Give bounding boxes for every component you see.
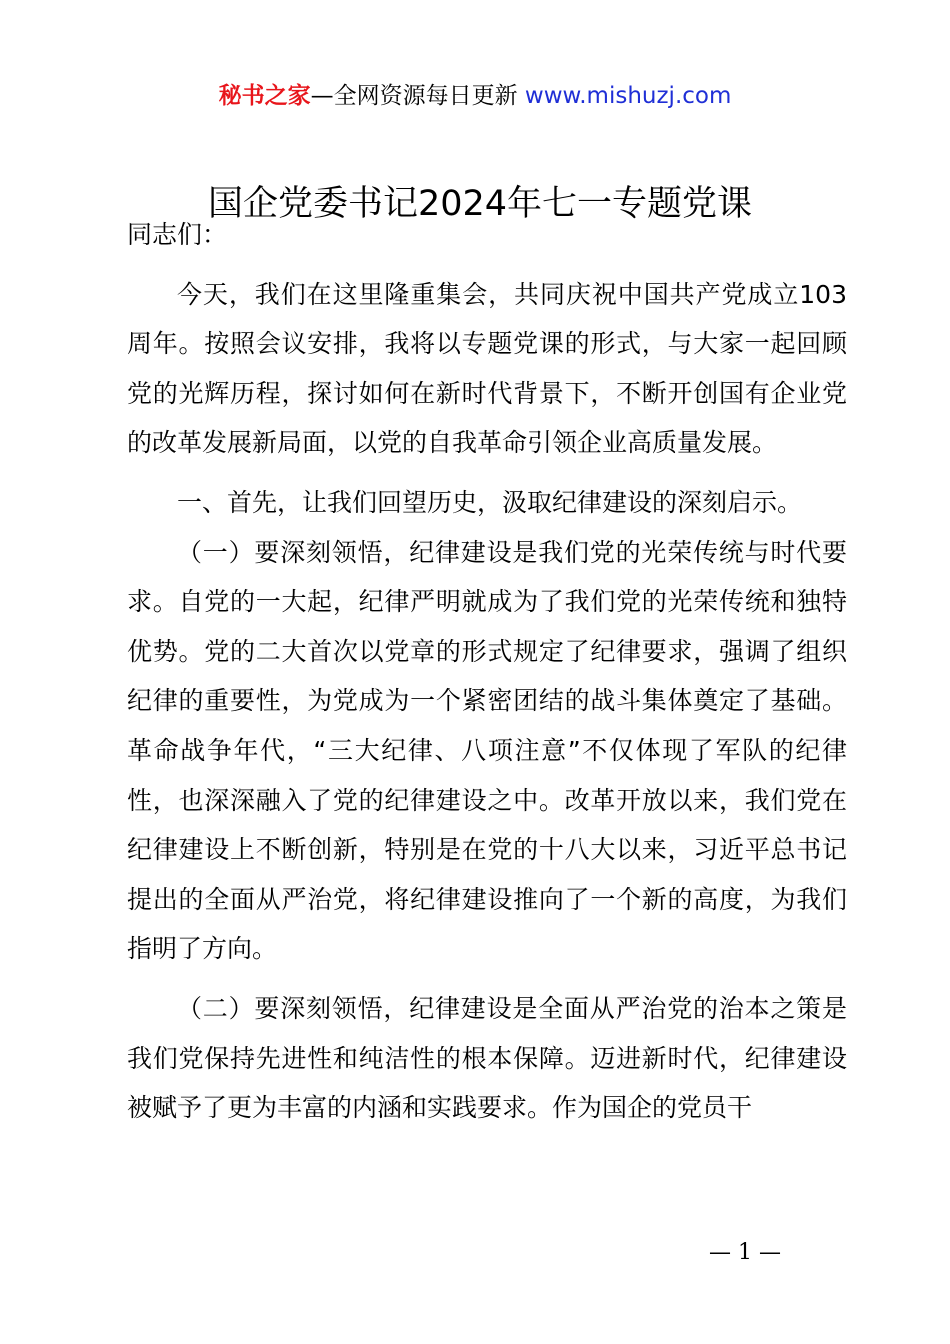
salutation: 同志们： — [127, 220, 228, 249]
document-title: 国企党委书记2024年七一专题党课 — [207, 184, 753, 224]
site-header — [0, 80, 950, 112]
paragraph: （一）要深刻领悟，纪律建设是我们党的光荣传统与时代要求。自党的一大起，纪律严明就成为了我们党的光荣传统和独特优势。党的二大首次以党章的形式规定了纪律要求，强调了组织纪律的重要性，为党成为一个紧密团结的战斗集体奠定了基础。革命战争年代，“三大纪律、八项注意”不仅体现了军队的纪律性，也深深融入了党的纪律建设之中。改革开放以来，我们党在纪律建设上不断创新，特别是在党的十八大以来，习近平总书记提出的全面从严治党，将纪律建设推向了一个新的高度，为我们指明了方向。 — [127, 537, 847, 964]
paragraph: 今天，我们在这里隆重集会，共同庆祝中国共产党成立103周年。按照会议安排，我将以专题党课的形式，与大家一起回顾党的光辉历程，探讨如何在新时代背景下，不断开创国有企业党的改革发展新局面，以党的自我革命引领企业高质量发展。 — [127, 279, 847, 458]
brand-name: 秘书之家 — [218, 83, 311, 109]
document-body — [127, 210, 847, 1133]
page-number: — 1 — — [709, 1240, 781, 1265]
header-tagline: —全网资源每日更新 — [310, 83, 518, 109]
section-heading: 一、首先，让我们回望历史，汲取纪律建设的深刻启示。 — [177, 487, 803, 517]
website-link[interactable]: www.mishuzj.com — [524, 83, 732, 109]
paragraph: （二）要深刻领悟，纪律建设是全面从严治党的治本之策是我们党保持先进性和纯洁性的根本保障。迈进新时代，纪律建设被赋予了更为丰富的内涵和实践要求。作为国企的党员干 — [127, 993, 847, 1123]
